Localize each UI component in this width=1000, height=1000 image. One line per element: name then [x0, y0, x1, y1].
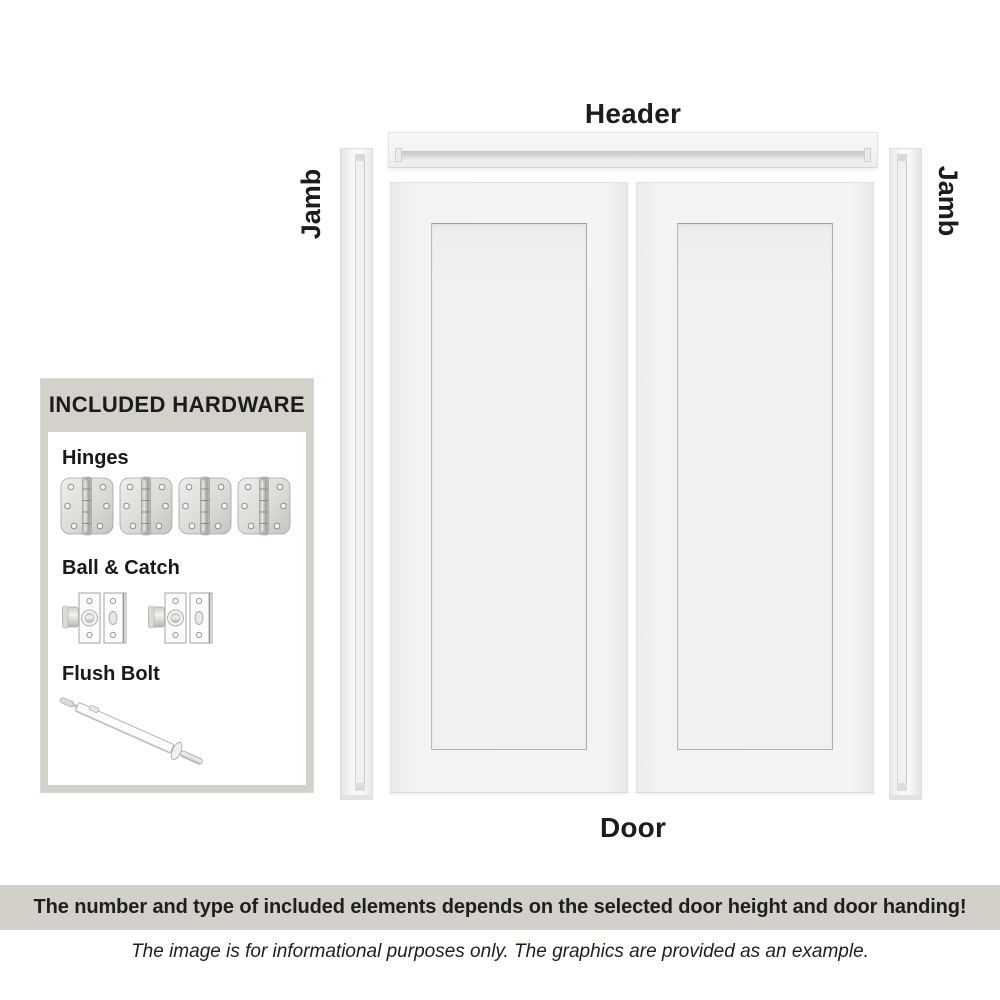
jamb-notch: [355, 783, 365, 791]
jamb-notch: [355, 154, 365, 161]
hinges-row: [60, 476, 291, 536]
ball-catch-label: Ball & Catch: [62, 557, 180, 579]
door-recessed-panel: [431, 223, 587, 750]
door-part-label: Door: [599, 812, 667, 843]
jamb-stop-strip: [897, 154, 907, 791]
ball-catch-row: [62, 592, 214, 644]
door-right-illustration: [636, 182, 874, 793]
included-hardware-box: [40, 378, 314, 793]
ball-catch-icon: [62, 592, 128, 644]
informational-disclaimer: The image is for informational purposes only. The graphics are provided as an example.: [131, 941, 869, 962]
jamb-left-label: Jamb: [296, 168, 326, 240]
door-left-illustration: [390, 182, 628, 793]
jamb-foot-shade: [340, 795, 373, 800]
flush-bolt-icon: [54, 686, 224, 774]
flush-bolt-wrap: [54, 686, 224, 779]
included-hardware-content: [48, 432, 306, 785]
included-hardware-title: INCLUDED HARDWARE: [48, 392, 306, 417]
flush-bolt-label: Flush Bolt: [62, 663, 160, 685]
header-groove: [399, 151, 867, 160]
header-part-label: Header: [584, 98, 682, 129]
door-recessed-panel: [677, 223, 833, 750]
header-end-cap-right: [864, 148, 871, 162]
hinges-label: Hinges: [62, 447, 129, 469]
header-piece-illustration: [388, 132, 878, 168]
hinge-icon: [60, 476, 114, 536]
jamb-foot-shade: [889, 795, 922, 800]
jamb-notch: [897, 154, 907, 161]
jamb-right-illustration: [889, 148, 922, 800]
hinge-icon: [119, 476, 173, 536]
header-end-cap-left: [395, 148, 402, 162]
hinge-icon: [237, 476, 291, 536]
jamb-left-illustration: [340, 148, 373, 800]
jamb-right-label: Jamb: [933, 165, 963, 237]
jamb-notch: [897, 783, 907, 791]
elements-notice-banner: The number and type of included elements depends on the selected door height and door handing!: [0, 885, 1000, 930]
ball-catch-icon: [148, 592, 214, 644]
hinge-icon: [178, 476, 232, 536]
jamb-stop-strip: [355, 154, 365, 791]
